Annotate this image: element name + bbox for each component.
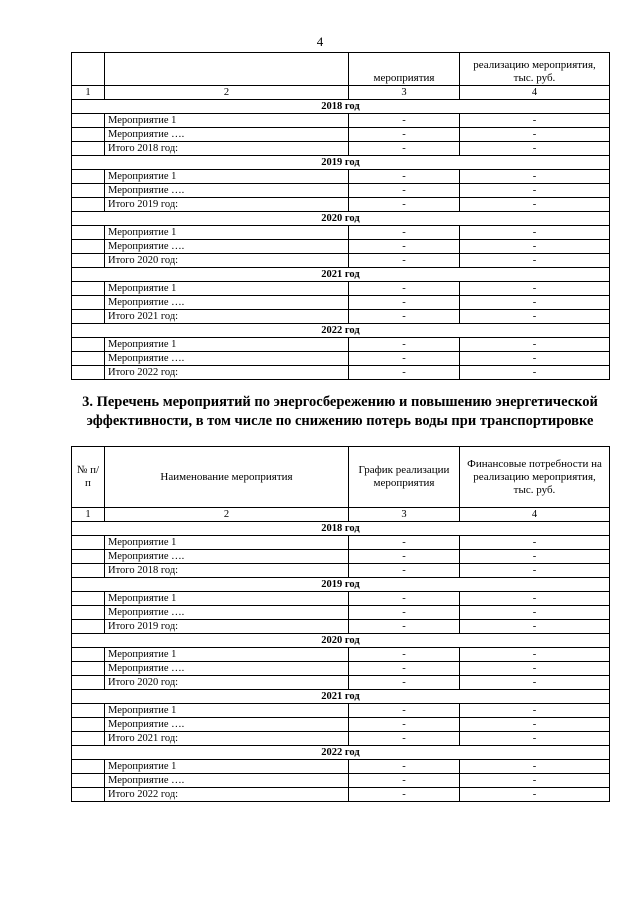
activity-finance: - bbox=[460, 184, 610, 198]
activity-schedule: - bbox=[349, 662, 460, 676]
total-label: Итого 2021 год: bbox=[105, 310, 349, 324]
header-finance: реализацию мероприятия, тыс. руб. bbox=[460, 53, 610, 86]
header-schedule: мероприятия bbox=[349, 53, 460, 86]
activity-name: Мероприятие …. bbox=[105, 662, 349, 676]
activity-name: Мероприятие 1 bbox=[105, 282, 349, 296]
year-label: 2022 год bbox=[72, 324, 610, 338]
column-numbers-row bbox=[72, 86, 610, 100]
activity-name: Мероприятие 1 bbox=[105, 648, 349, 662]
total-empty-cell bbox=[72, 620, 105, 634]
table-header-row bbox=[72, 53, 610, 86]
year-row bbox=[72, 324, 610, 338]
activity-name: Мероприятие 1 bbox=[105, 114, 349, 128]
header-name bbox=[105, 53, 349, 86]
table-row bbox=[72, 662, 610, 676]
table-row bbox=[72, 240, 610, 254]
total-empty-cell bbox=[72, 732, 105, 746]
activity-schedule: - bbox=[349, 536, 460, 550]
row-number bbox=[72, 648, 105, 662]
activity-finance: - bbox=[460, 170, 610, 184]
activity-name: Мероприятие …. bbox=[105, 606, 349, 620]
row-number bbox=[72, 114, 105, 128]
activity-finance: - bbox=[460, 648, 610, 662]
total-finance: - bbox=[460, 142, 610, 156]
table-row bbox=[72, 352, 610, 366]
total-schedule: - bbox=[349, 620, 460, 634]
activity-finance: - bbox=[460, 662, 610, 676]
total-empty-cell bbox=[72, 198, 105, 212]
total-row bbox=[72, 198, 610, 212]
year-row bbox=[72, 268, 610, 282]
total-schedule: - bbox=[349, 198, 460, 212]
table-row bbox=[72, 760, 610, 774]
year-row bbox=[72, 522, 610, 536]
total-finance: - bbox=[460, 198, 610, 212]
page-number: 4 bbox=[316, 34, 324, 49]
year-row bbox=[72, 212, 610, 226]
row-number bbox=[72, 296, 105, 310]
activity-finance: - bbox=[460, 352, 610, 366]
total-row bbox=[72, 732, 610, 746]
activity-name: Мероприятие …. bbox=[105, 184, 349, 198]
activity-schedule: - bbox=[349, 170, 460, 184]
row-number bbox=[72, 592, 105, 606]
energy-saving-activities-table bbox=[71, 446, 610, 802]
activity-finance: - bbox=[460, 536, 610, 550]
activity-schedule: - bbox=[349, 760, 460, 774]
total-finance: - bbox=[460, 788, 610, 802]
table-row bbox=[72, 282, 610, 296]
column-number: 4 bbox=[460, 508, 610, 522]
section-title: 3. Перечень мероприятий по энергосбережению и повышению энергетической эффективности, в том числе по снижению потерь воды при транспортировке bbox=[82, 394, 598, 429]
table-row bbox=[72, 184, 610, 198]
total-finance: - bbox=[460, 310, 610, 324]
row-number bbox=[72, 338, 105, 352]
activity-schedule: - bbox=[349, 282, 460, 296]
total-label: Итого 2019 год: bbox=[105, 620, 349, 634]
table-row bbox=[72, 536, 610, 550]
row-number bbox=[72, 704, 105, 718]
activity-finance: - bbox=[460, 760, 610, 774]
activity-name: Мероприятие …. bbox=[105, 352, 349, 366]
activity-schedule: - bbox=[349, 718, 460, 732]
total-finance: - bbox=[460, 676, 610, 690]
table-row bbox=[72, 704, 610, 718]
total-label: Итого 2020 год: bbox=[105, 254, 349, 268]
row-number bbox=[72, 128, 105, 142]
year-label: 2018 год bbox=[72, 522, 610, 536]
total-empty-cell bbox=[72, 564, 105, 578]
total-empty-cell bbox=[72, 254, 105, 268]
column-number: 3 bbox=[349, 86, 460, 100]
column-number: 3 bbox=[349, 508, 460, 522]
table-header-row bbox=[72, 447, 610, 508]
total-row bbox=[72, 366, 610, 380]
row-number bbox=[72, 226, 105, 240]
activity-schedule: - bbox=[349, 338, 460, 352]
table-row bbox=[72, 296, 610, 310]
total-label: Итого 2019 год: bbox=[105, 198, 349, 212]
activity-name: Мероприятие 1 bbox=[105, 536, 349, 550]
activity-schedule: - bbox=[349, 296, 460, 310]
header-finance: Финансовые потребности на реализацию мероприятия, тыс. руб. bbox=[460, 447, 610, 508]
header-name: Наименование мероприятия bbox=[105, 447, 349, 508]
row-number bbox=[72, 282, 105, 296]
row-number bbox=[72, 240, 105, 254]
activity-schedule: - bbox=[349, 114, 460, 128]
year-label: 2021 год bbox=[72, 690, 610, 704]
year-label: 2021 год bbox=[72, 268, 610, 282]
total-schedule: - bbox=[349, 366, 460, 380]
header-number: № п/п bbox=[72, 447, 105, 508]
total-empty-cell bbox=[72, 366, 105, 380]
total-finance: - bbox=[460, 254, 610, 268]
column-number: 2 bbox=[105, 508, 349, 522]
table-row bbox=[72, 648, 610, 662]
total-schedule: - bbox=[349, 676, 460, 690]
table-row bbox=[72, 606, 610, 620]
activity-name: Мероприятие 1 bbox=[105, 592, 349, 606]
column-number: 1 bbox=[72, 508, 105, 522]
activity-name: Мероприятие …. bbox=[105, 718, 349, 732]
activity-name: Мероприятие 1 bbox=[105, 226, 349, 240]
total-finance: - bbox=[460, 564, 610, 578]
column-number: 2 bbox=[105, 86, 349, 100]
row-number bbox=[72, 352, 105, 366]
total-label: Итого 2022 год: bbox=[105, 788, 349, 802]
activity-schedule: - bbox=[349, 704, 460, 718]
total-finance: - bbox=[460, 366, 610, 380]
total-finance: - bbox=[460, 620, 610, 634]
activity-finance: - bbox=[460, 226, 610, 240]
activity-finance: - bbox=[460, 550, 610, 564]
row-number bbox=[72, 184, 105, 198]
activity-name: Мероприятие …. bbox=[105, 550, 349, 564]
total-schedule: - bbox=[349, 564, 460, 578]
total-empty-cell bbox=[72, 142, 105, 156]
activity-finance: - bbox=[460, 240, 610, 254]
row-number bbox=[72, 536, 105, 550]
activity-name: Мероприятие 1 bbox=[105, 760, 349, 774]
activity-finance: - bbox=[460, 128, 610, 142]
total-label: Итого 2018 год: bbox=[105, 142, 349, 156]
header-number bbox=[72, 53, 105, 86]
row-number bbox=[72, 718, 105, 732]
activity-schedule: - bbox=[349, 226, 460, 240]
activity-schedule: - bbox=[349, 648, 460, 662]
activity-name: Мероприятие …. bbox=[105, 240, 349, 254]
table-row bbox=[72, 226, 610, 240]
table2-body bbox=[72, 447, 610, 802]
year-row bbox=[72, 746, 610, 760]
activity-schedule: - bbox=[349, 550, 460, 564]
row-number bbox=[72, 550, 105, 564]
total-row bbox=[72, 564, 610, 578]
column-numbers-row bbox=[72, 508, 610, 522]
total-schedule: - bbox=[349, 732, 460, 746]
activity-name: Мероприятие …. bbox=[105, 774, 349, 788]
total-empty-cell bbox=[72, 310, 105, 324]
activity-schedule: - bbox=[349, 606, 460, 620]
total-schedule: - bbox=[349, 254, 460, 268]
year-label: 2022 год bbox=[72, 746, 610, 760]
activity-name: Мероприятие …. bbox=[105, 128, 349, 142]
year-label: 2019 год bbox=[72, 578, 610, 592]
total-label: Итого 2022 год: bbox=[105, 366, 349, 380]
activity-schedule: - bbox=[349, 352, 460, 366]
activities-table-continued bbox=[71, 52, 610, 380]
row-number bbox=[72, 774, 105, 788]
activity-finance: - bbox=[460, 718, 610, 732]
header-schedule: График реализации мероприятия bbox=[349, 447, 460, 508]
year-row bbox=[72, 578, 610, 592]
column-number: 1 bbox=[72, 86, 105, 100]
activity-finance: - bbox=[460, 296, 610, 310]
total-row bbox=[72, 254, 610, 268]
year-row bbox=[72, 100, 610, 114]
total-schedule: - bbox=[349, 310, 460, 324]
activity-name: Мероприятие …. bbox=[105, 296, 349, 310]
year-label: 2019 год bbox=[72, 156, 610, 170]
total-finance: - bbox=[460, 732, 610, 746]
activity-schedule: - bbox=[349, 592, 460, 606]
total-empty-cell bbox=[72, 788, 105, 802]
row-number bbox=[72, 606, 105, 620]
row-number bbox=[72, 662, 105, 676]
year-label: 2020 год bbox=[72, 634, 610, 648]
row-number bbox=[72, 760, 105, 774]
table-row bbox=[72, 774, 610, 788]
activity-name: Мероприятие 1 bbox=[105, 704, 349, 718]
table-row bbox=[72, 338, 610, 352]
activity-schedule: - bbox=[349, 240, 460, 254]
year-label: 2020 год bbox=[72, 212, 610, 226]
table-row bbox=[72, 170, 610, 184]
total-row bbox=[72, 676, 610, 690]
activity-finance: - bbox=[460, 114, 610, 128]
activity-schedule: - bbox=[349, 184, 460, 198]
year-row bbox=[72, 634, 610, 648]
table-row bbox=[72, 114, 610, 128]
activity-finance: - bbox=[460, 282, 610, 296]
activity-name: Мероприятие 1 bbox=[105, 170, 349, 184]
year-row bbox=[72, 690, 610, 704]
total-row bbox=[72, 310, 610, 324]
activity-finance: - bbox=[460, 592, 610, 606]
table-row bbox=[72, 550, 610, 564]
table-row bbox=[72, 718, 610, 732]
table1-body bbox=[72, 53, 610, 380]
activity-finance: - bbox=[460, 606, 610, 620]
activity-finance: - bbox=[460, 774, 610, 788]
total-label: Итого 2021 год: bbox=[105, 732, 349, 746]
year-row bbox=[72, 156, 610, 170]
activity-finance: - bbox=[460, 704, 610, 718]
activity-name: Мероприятие 1 bbox=[105, 338, 349, 352]
total-empty-cell bbox=[72, 676, 105, 690]
table-row bbox=[72, 128, 610, 142]
total-label: Итого 2020 год: bbox=[105, 676, 349, 690]
activity-finance: - bbox=[460, 338, 610, 352]
year-label: 2018 год bbox=[72, 100, 610, 114]
total-schedule: - bbox=[349, 142, 460, 156]
total-row bbox=[72, 142, 610, 156]
total-row bbox=[72, 620, 610, 634]
table-row bbox=[72, 592, 610, 606]
row-number bbox=[72, 170, 105, 184]
activity-schedule: - bbox=[349, 128, 460, 142]
total-label: Итого 2018 год: bbox=[105, 564, 349, 578]
column-number: 4 bbox=[460, 86, 610, 100]
activity-schedule: - bbox=[349, 774, 460, 788]
total-row bbox=[72, 788, 610, 802]
total-schedule: - bbox=[349, 788, 460, 802]
